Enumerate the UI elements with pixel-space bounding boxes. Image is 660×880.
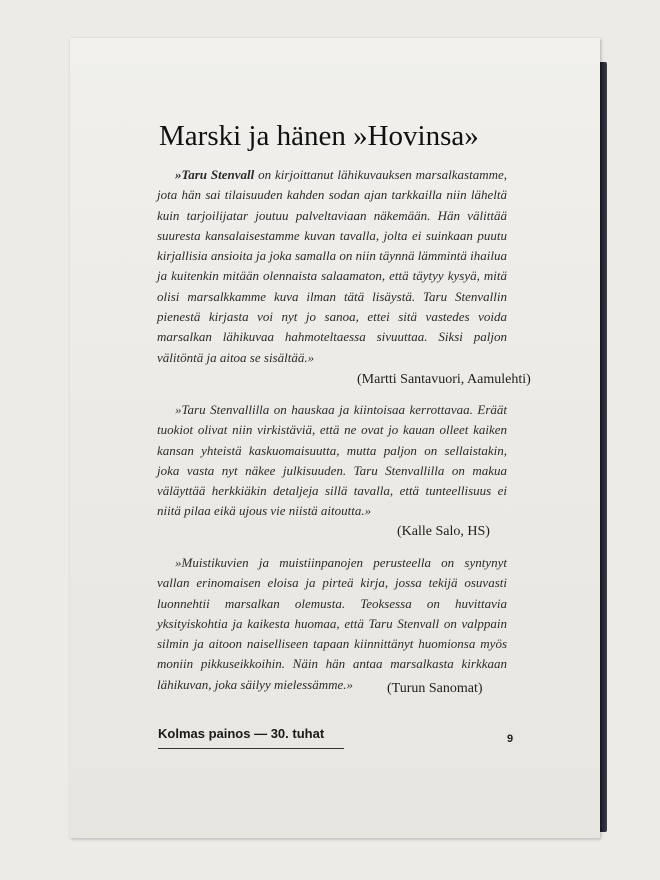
review-source-1: (Martti Santavuori, Aamulehti)	[357, 372, 531, 387]
review-text: »Muistikuvien ja muistiinpanojen perusteella on syntynyt vallan erinomaisen eloisa ja pirteä kirja, jossa tekijä osuvasti luonnehtii marsalkan olemusta. Teoksessa on huvittavia yksityiskohtia ja kaikesta huomaa, että Taru Stenvall on valppain silmin ja aitoon naiselliseen tapaan kiinnittänyt huomionsa myös moniin pikkuseikkoihin. Näin hän antaa marsalkasta kirkkaan lähikuvan, joka säilyy mielessämme.»	[157, 555, 507, 692]
review-quote-2	[157, 400, 507, 522]
review-source-3: (Turun Sanomat)	[387, 681, 483, 696]
review-lead-author: »Taru Stenvall	[175, 167, 255, 182]
review-text: on kirjoittanut lähikuvauksen marsalkastamme, jota hän sai tilaisuuden kahden sodan ajan tarkkailla niin läheltä kuin tarjoilijatar joutuu palveltaviaan näkemään. Hän välittää suuresta kansalaisestamme kuvan tavalla, jolta ei suinkaan puutu kirjallisia ansioita ja joka samalla on niin täynnä lämmintä ihailua ja kuitenkin mitään olennaista salaamaton, että täytyy kysyä, mitä olisi marsalkkamme kuva ilman tätä lisäystä. Taru Stenvallin pienestä kirjasta voi nyt jo sanoa, ettei sitä vastedes voida marsalkan lähikuvaa hahmoteltaessa sivuuttaa. Siksi paljon välitöntä ja aitoa se sisältää.»	[157, 167, 508, 365]
review-source-2: (Kalle Salo, HS)	[397, 524, 490, 539]
review-quote-1	[157, 165, 507, 368]
review-text: »Taru Stenvallilla on hauskaa ja kiintoisaa kerrottavaa. Eräät tuokiot olivat niin virkistäviä, että ne ovat jo kauan olleet kaiken kansan yhteistä kaskuomaisuutta, mutta paljon on sellaistakin, joka vasta nyt näkee julkisuuden. Taru Stenvallilla on makua väläyttää herkkiäkin detaljeja sillä tavalla, että tunteellisuus ei niitä pilaa eikä ujous vie niistä aitoutta.»	[157, 402, 507, 519]
page-title: Marski ja hänen »Hovinsa»	[159, 120, 479, 152]
edition-note: Kolmas painos — 30. tuhat	[158, 726, 325, 741]
review-quote-3	[157, 553, 507, 695]
edition-underline	[158, 748, 344, 749]
page-number: 9	[507, 733, 514, 745]
